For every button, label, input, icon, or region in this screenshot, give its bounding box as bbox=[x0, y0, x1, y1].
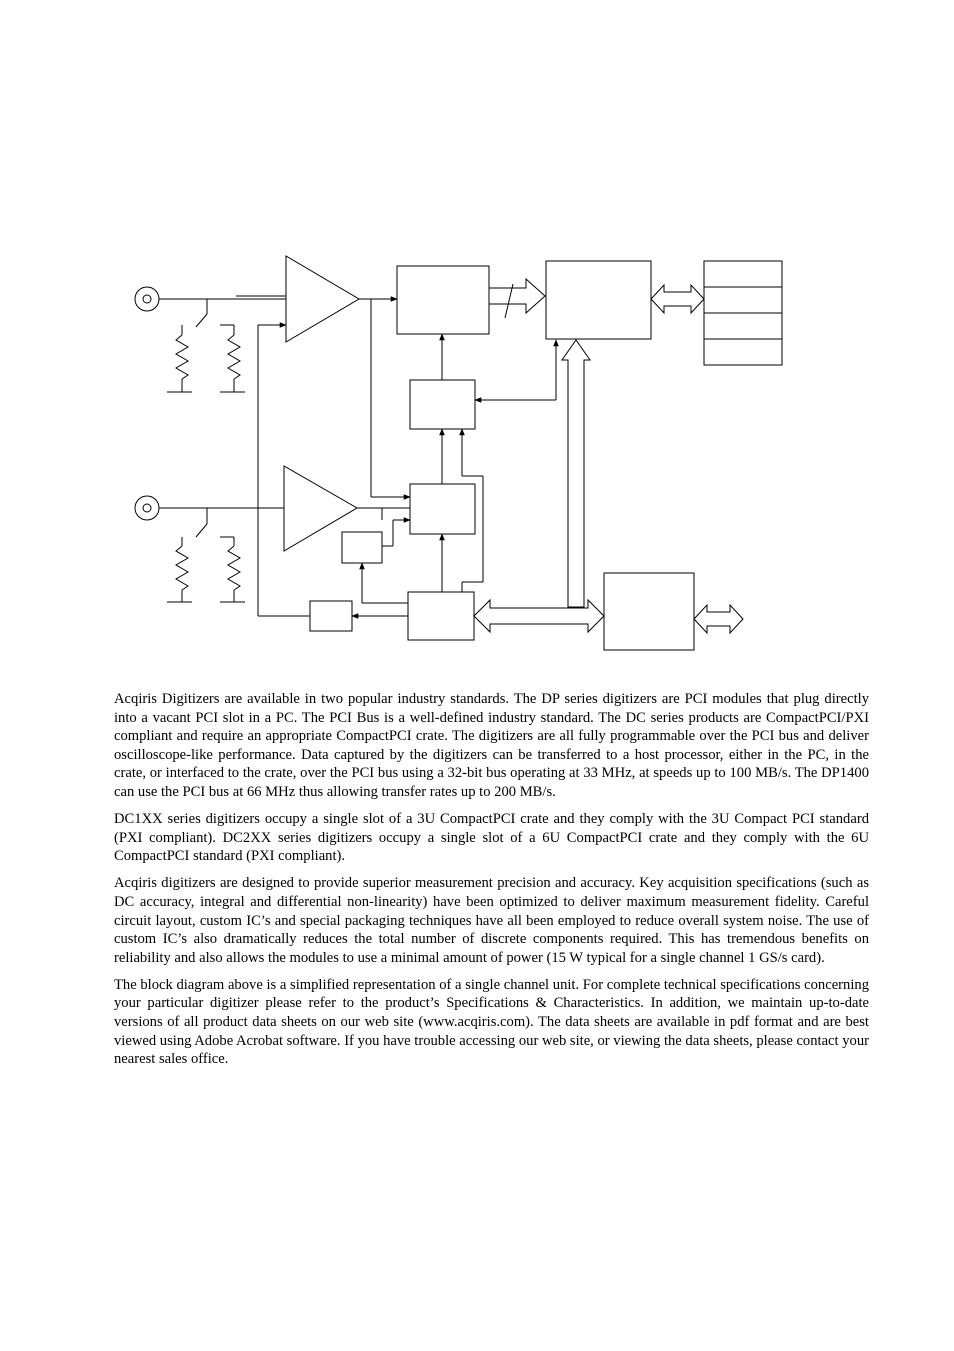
paragraph-series: DC1XX series digitizers occupy a single slot of a 3U CompactPCI crate and they comply with the 3U Compact PCI standard (PXI compliant). DC2XX series digitizers occupy a single slot of a 6U CompactPCI crate and they comply with the 6U CompactPCI standard (PXI compliant). bbox=[114, 811, 869, 865]
trigger-dac-block bbox=[342, 532, 382, 563]
memory-block bbox=[546, 261, 651, 339]
offset-dac-block bbox=[310, 601, 352, 631]
description-text bbox=[114, 690, 869, 1077]
pci-bus-arrow bbox=[694, 605, 743, 633]
input-connector-1 bbox=[135, 287, 159, 311]
clock-block bbox=[410, 380, 475, 429]
termination-network-1 bbox=[167, 299, 245, 392]
paragraph-standards: Acqiris Digitizers are available in two popular industry standards. The DP series digitizers are PCI modules that plug directly into a vacant PCI slot in a PC. The PCI Bus is a well-defined industry standard. The DC series products are CompactPCI/PXI compliant and require an appropriate CompactPCI crate. The digitizers are all fully programmable over the PCI bus and deliver oscilloscope-like performance. Data captured by the digitizers can be transferred to a host processor, either in the PC, in the crate, or interfaced to the crate, over the PCI bus using a 32-bit bus operating at 33 MHz, at speeds up to 100 MB/s. The DP1400 can use the PCI bus at 66 MHz thus allowing transfer rates up to 200 MB/s. bbox=[114, 691, 869, 800]
paragraph-precision: Acqiris digitizers are designed to provide superior measurement precision and accuracy. Key acquisition specifications (such as DC accuracy, integral and differential non-linearity) have been optimized to deliver maximum measurement fidelity. Careful circuit layout, custom IC’s and special packaging techniques have all been employed to reduce overall system noise. The use of custom IC’s also dramatically reduces the total number of discrete components required. This has tremendous benefits on reliability and also allows the modules to use a minimal amount of power (15 W typical for a single channel 1 GS/s card). bbox=[114, 875, 869, 966]
memory-bank-stack bbox=[704, 261, 782, 365]
termination-network-2 bbox=[167, 508, 245, 602]
adc-block bbox=[397, 266, 489, 334]
pci-bridge-block bbox=[604, 573, 694, 650]
memory-bus-arrow bbox=[651, 285, 704, 313]
input-connector-2 bbox=[135, 496, 159, 520]
trigger-block bbox=[410, 484, 475, 534]
amplifier-1 bbox=[286, 256, 359, 342]
control-logic-block bbox=[408, 592, 474, 640]
paragraph-block-diagram: The block diagram above is a simplified representation of a single channel unit. For complete technical specifications concerning your particular digitizer please refer to the product’s Specifications & Characteristics. In addition, we maintain up-to-date versions of all product data sheets on our web site (www.acqiris.com). The data sheets are available in pdf format and are best viewed using Adobe Acrobat software. If you have trouble accessing our web site, or viewing the data sheets, please contact your nearest sales office. bbox=[114, 976, 869, 1068]
memory-access-bus bbox=[562, 340, 590, 608]
data-bus-arrow bbox=[489, 279, 545, 313]
